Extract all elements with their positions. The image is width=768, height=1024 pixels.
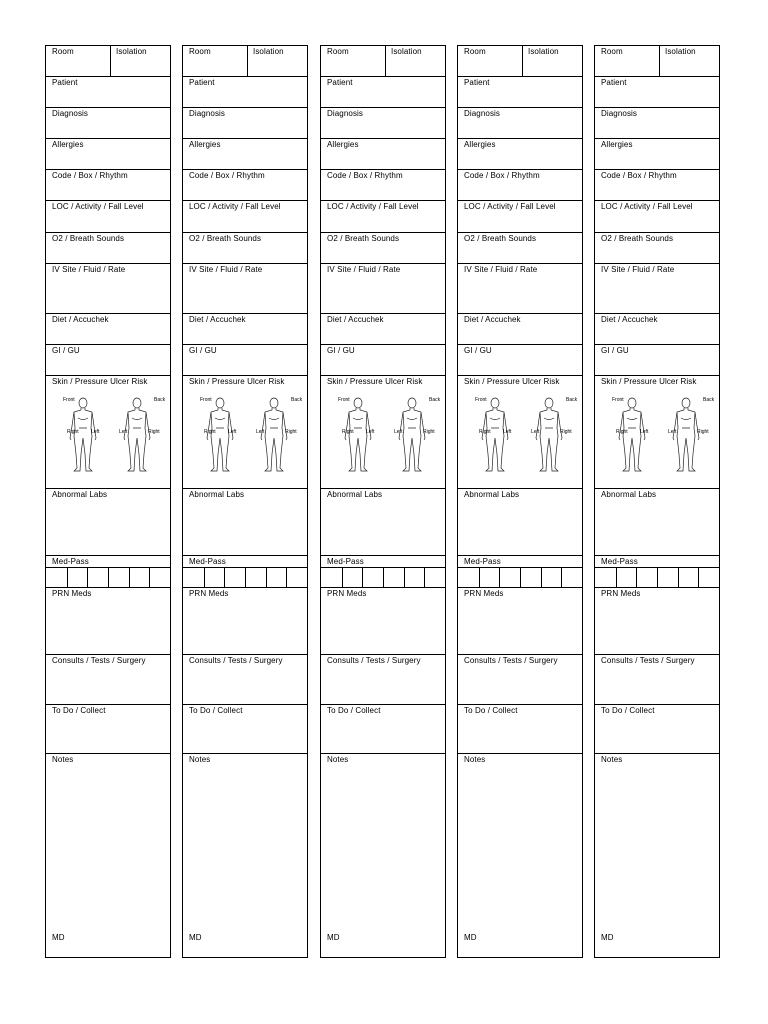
isolation-divider <box>247 46 248 76</box>
o2-field[interactable] <box>46 233 170 264</box>
todo-field[interactable] <box>46 705 170 754</box>
med-pass-slot[interactable] <box>108 568 129 587</box>
med-pass-boxes[interactable] <box>595 568 719 588</box>
med-pass-slot[interactable] <box>458 568 479 587</box>
room-field[interactable] <box>458 46 582 77</box>
loc-field[interactable] <box>321 201 445 233</box>
med-pass-slot[interactable] <box>698 568 719 587</box>
todo-field[interactable] <box>183 705 307 754</box>
diagnosis-field[interactable] <box>595 108 719 139</box>
prn-label: PRN Meds <box>601 589 641 598</box>
diagnosis-field[interactable] <box>321 108 445 139</box>
md-label: MD <box>52 933 65 942</box>
body-diagram <box>465 390 577 474</box>
medpass-label: Med-Pass <box>464 557 501 566</box>
right-label-front: Right <box>616 429 628 435</box>
prn-field[interactable] <box>183 588 307 655</box>
room-label: Room <box>52 47 74 56</box>
prn-label: PRN Meds <box>327 589 367 598</box>
iv-label: IV Site / Fluid / Rate <box>327 265 401 274</box>
notes-field[interactable] <box>46 754 170 957</box>
medpass-label: Med-Pass <box>327 557 364 566</box>
body-back-figure <box>399 398 425 471</box>
code-label: Code / Box / Rhythm <box>52 171 128 180</box>
left-label-back: Left <box>531 429 540 435</box>
diagnosis-label: Diagnosis <box>464 109 501 118</box>
med-pass-slot[interactable] <box>342 568 363 587</box>
med-pass-slot[interactable] <box>404 568 425 587</box>
isolation-label: Isolation <box>116 47 147 56</box>
todo-label: To Do / Collect <box>52 706 106 715</box>
code-label: Code / Box / Rhythm <box>189 171 265 180</box>
o2-field[interactable] <box>183 233 307 264</box>
isolation-divider <box>385 46 386 76</box>
med-pass-slot[interactable] <box>149 568 170 587</box>
loc-field[interactable] <box>595 201 719 233</box>
patient-field[interactable] <box>595 77 719 108</box>
o2-label: O2 / Breath Sounds <box>327 234 400 243</box>
notes-label: Notes <box>464 755 486 764</box>
right-label-back: Right <box>285 429 297 435</box>
med-pass-slot[interactable] <box>479 568 500 587</box>
med-pass-slot[interactable] <box>383 568 404 587</box>
loc-label: LOC / Activity / Fall Level <box>327 202 419 211</box>
diagnosis-field[interactable] <box>46 108 170 139</box>
body-diagram <box>328 390 440 474</box>
body-back-figure <box>673 398 699 471</box>
diet-field[interactable] <box>46 314 170 345</box>
allergies-label: Allergies <box>189 140 221 149</box>
diagnosis-label: Diagnosis <box>189 109 226 118</box>
labs-label: Abnormal Labs <box>464 490 520 499</box>
patient-label: Patient <box>327 78 353 87</box>
med-pass-slot[interactable] <box>595 568 616 587</box>
med-pass-slot[interactable] <box>678 568 699 587</box>
med-pass-slot[interactable] <box>87 568 108 587</box>
iv-field[interactable] <box>46 264 170 314</box>
gigu-label: GI / GU <box>464 346 492 355</box>
med-pass-slot[interactable] <box>67 568 88 587</box>
notes-field[interactable] <box>183 754 307 957</box>
right-label-front: Right <box>479 429 491 435</box>
med-pass-boxes[interactable] <box>458 568 582 588</box>
allergies-field[interactable] <box>458 139 582 170</box>
notes-label: Notes <box>601 755 623 764</box>
allergies-field[interactable] <box>183 139 307 170</box>
med-pass-slot[interactable] <box>561 568 582 587</box>
o2-label: O2 / Breath Sounds <box>601 234 674 243</box>
patient-column-3 <box>320 45 446 958</box>
diet-field[interactable] <box>183 314 307 345</box>
diet-field[interactable] <box>595 314 719 345</box>
med-pass-slot[interactable] <box>657 568 678 587</box>
prn-field[interactable] <box>321 588 445 655</box>
diet-label: Diet / Accuchek <box>189 315 246 324</box>
loc-field[interactable] <box>183 201 307 233</box>
patient-label: Patient <box>601 78 627 87</box>
back-label: Back <box>154 397 165 403</box>
gigu-label: GI / GU <box>189 346 217 355</box>
medpass-label: Med-Pass <box>189 557 226 566</box>
diagnosis-field[interactable] <box>183 108 307 139</box>
skin-label: Skin / Pressure Ulcer Risk <box>464 377 560 386</box>
patient-column-5 <box>594 45 720 958</box>
skin-label: Skin / Pressure Ulcer Risk <box>327 377 423 386</box>
loc-field[interactable] <box>458 201 582 233</box>
labs-label: Abnormal Labs <box>189 490 245 499</box>
consults-label: Consults / Tests / Surgery <box>464 656 558 665</box>
med-pass-slot[interactable] <box>520 568 541 587</box>
allergies-label: Allergies <box>601 140 633 149</box>
front-label: Front <box>63 397 75 403</box>
front-label: Front <box>475 397 487 403</box>
gigu-label: GI / GU <box>601 346 629 355</box>
med-pass-slot[interactable] <box>286 568 307 587</box>
todo-field[interactable] <box>321 705 445 754</box>
prn-label: PRN Meds <box>189 589 229 598</box>
gigu-field[interactable] <box>321 345 445 376</box>
gigu-field[interactable] <box>458 345 582 376</box>
left-label-front: Left <box>640 429 649 435</box>
labs-field[interactable] <box>46 489 170 556</box>
patient-label: Patient <box>189 78 215 87</box>
diagnosis-label: Diagnosis <box>327 109 364 118</box>
labs-field[interactable] <box>595 489 719 556</box>
med-pass-slot[interactable] <box>266 568 287 587</box>
med-pass-slot[interactable] <box>321 568 342 587</box>
diagnosis-field[interactable] <box>458 108 582 139</box>
notes-field[interactable] <box>595 754 719 957</box>
med-pass-slot[interactable] <box>46 568 67 587</box>
loc-label: LOC / Activity / Fall Level <box>189 202 281 211</box>
medpass-field[interactable] <box>595 556 719 568</box>
med-pass-slot[interactable] <box>245 568 266 587</box>
med-pass-slot[interactable] <box>541 568 562 587</box>
md-label: MD <box>189 933 202 942</box>
left-label-back: Left <box>394 429 403 435</box>
med-pass-slot[interactable] <box>362 568 383 587</box>
gigu-field[interactable] <box>595 345 719 376</box>
left-label-back: Left <box>256 429 265 435</box>
patient-field[interactable] <box>458 77 582 108</box>
front-label: Front <box>338 397 350 403</box>
medpass-field[interactable] <box>46 556 170 568</box>
o2-field[interactable] <box>595 233 719 264</box>
allergies-field[interactable] <box>321 139 445 170</box>
gigu-field[interactable] <box>183 345 307 376</box>
med-pass-slot[interactable] <box>616 568 637 587</box>
med-pass-slot[interactable] <box>224 568 245 587</box>
iv-label: IV Site / Fluid / Rate <box>464 265 538 274</box>
room-label: Room <box>189 47 211 56</box>
right-label-front: Right <box>204 429 216 435</box>
labs-field[interactable] <box>321 489 445 556</box>
allergies-field[interactable] <box>46 139 170 170</box>
right-label-front: Right <box>342 429 354 435</box>
iv-field[interactable] <box>595 264 719 314</box>
allergies-field[interactable] <box>595 139 719 170</box>
o2-field[interactable] <box>458 233 582 264</box>
o2-field[interactable] <box>321 233 445 264</box>
notes-label: Notes <box>52 755 74 764</box>
code-label: Code / Box / Rhythm <box>464 171 540 180</box>
allergies-label: Allergies <box>327 140 359 149</box>
right-label-back: Right <box>560 429 572 435</box>
med-pass-slot[interactable] <box>129 568 150 587</box>
skin-label: Skin / Pressure Ulcer Risk <box>189 377 285 386</box>
iv-field[interactable] <box>183 264 307 314</box>
diet-field[interactable] <box>458 314 582 345</box>
loc-label: LOC / Activity / Fall Level <box>464 202 556 211</box>
labs-field[interactable] <box>183 489 307 556</box>
loc-label: LOC / Activity / Fall Level <box>601 202 693 211</box>
left-label-front: Left <box>503 429 512 435</box>
patient-column-4 <box>457 45 583 958</box>
medpass-field[interactable] <box>458 556 582 568</box>
allergies-label: Allergies <box>464 140 496 149</box>
labs-label: Abnormal Labs <box>327 490 383 499</box>
todo-label: To Do / Collect <box>464 706 518 715</box>
med-pass-slot[interactable] <box>499 568 520 587</box>
todo-label: To Do / Collect <box>601 706 655 715</box>
labs-label: Abnormal Labs <box>601 490 657 499</box>
diet-label: Diet / Accuchek <box>601 315 658 324</box>
medpass-label: Med-Pass <box>601 557 638 566</box>
med-pass-slot[interactable] <box>424 568 445 587</box>
notes-label: Notes <box>327 755 349 764</box>
med-pass-slot[interactable] <box>183 568 204 587</box>
prn-field[interactable] <box>46 588 170 655</box>
loc-label: LOC / Activity / Fall Level <box>52 202 144 211</box>
iv-label: IV Site / Fluid / Rate <box>601 265 675 274</box>
diet-label: Diet / Accuchek <box>464 315 521 324</box>
back-label: Back <box>703 397 714 403</box>
consults-field[interactable] <box>183 655 307 705</box>
iv-label: IV Site / Fluid / Rate <box>52 265 126 274</box>
code-label: Code / Box / Rhythm <box>601 171 677 180</box>
code-field[interactable] <box>595 170 719 201</box>
labs-label: Abnormal Labs <box>52 490 108 499</box>
o2-label: O2 / Breath Sounds <box>189 234 262 243</box>
medpass-field[interactable] <box>183 556 307 568</box>
md-label: MD <box>327 933 340 942</box>
notes-field[interactable] <box>321 754 445 957</box>
consults-field[interactable] <box>46 655 170 705</box>
iv-label: IV Site / Fluid / Rate <box>189 265 263 274</box>
room-field[interactable] <box>595 46 719 77</box>
todo-field[interactable] <box>458 705 582 754</box>
skin-label: Skin / Pressure Ulcer Risk <box>601 377 697 386</box>
consults-field[interactable] <box>595 655 719 705</box>
iv-field[interactable] <box>458 264 582 314</box>
diet-field[interactable] <box>321 314 445 345</box>
notes-field[interactable] <box>458 754 582 957</box>
prn-field[interactable] <box>595 588 719 655</box>
isolation-label: Isolation <box>391 47 422 56</box>
isolation-label: Isolation <box>528 47 559 56</box>
patient-label: Patient <box>464 78 490 87</box>
patient-label: Patient <box>52 78 78 87</box>
code-field[interactable] <box>46 170 170 201</box>
body-diagram <box>53 390 165 474</box>
diagnosis-label: Diagnosis <box>601 109 638 118</box>
med-pass-boxes[interactable] <box>321 568 445 588</box>
room-label: Room <box>464 47 486 56</box>
o2-label: O2 / Breath Sounds <box>464 234 537 243</box>
left-label-back: Left <box>119 429 128 435</box>
room-label: Room <box>601 47 623 56</box>
patient-column-2 <box>182 45 308 958</box>
right-label-front: Right <box>67 429 79 435</box>
left-label-front: Left <box>91 429 100 435</box>
skin-field[interactable] <box>595 376 719 489</box>
gigu-field[interactable] <box>46 345 170 376</box>
room-label: Room <box>327 47 349 56</box>
code-field[interactable] <box>321 170 445 201</box>
todo-field[interactable] <box>595 705 719 754</box>
right-label-back: Right <box>148 429 160 435</box>
consults-label: Consults / Tests / Surgery <box>601 656 695 665</box>
med-pass-boxes[interactable] <box>183 568 307 588</box>
body-back-figure <box>536 398 562 471</box>
patient-field[interactable] <box>46 77 170 108</box>
patient-field[interactable] <box>321 77 445 108</box>
isolation-label: Isolation <box>665 47 696 56</box>
md-label: MD <box>464 933 477 942</box>
front-label: Front <box>612 397 624 403</box>
prn-label: PRN Meds <box>464 589 504 598</box>
notes-label: Notes <box>189 755 211 764</box>
todo-label: To Do / Collect <box>327 706 381 715</box>
med-pass-slot[interactable] <box>204 568 225 587</box>
medpass-field[interactable] <box>321 556 445 568</box>
gigu-label: GI / GU <box>52 346 80 355</box>
isolation-label: Isolation <box>253 47 284 56</box>
patient-field[interactable] <box>183 77 307 108</box>
skin-label: Skin / Pressure Ulcer Risk <box>52 377 148 386</box>
front-label: Front <box>200 397 212 403</box>
o2-label: O2 / Breath Sounds <box>52 234 125 243</box>
room-field[interactable] <box>46 46 170 77</box>
left-label-front: Left <box>366 429 375 435</box>
todo-label: To Do / Collect <box>189 706 243 715</box>
right-label-back: Right <box>697 429 709 435</box>
prn-field[interactable] <box>458 588 582 655</box>
code-field[interactable] <box>458 170 582 201</box>
loc-field[interactable] <box>46 201 170 233</box>
isolation-divider <box>110 46 111 76</box>
left-label-front: Left <box>228 429 237 435</box>
consults-label: Consults / Tests / Surgery <box>189 656 283 665</box>
room-field[interactable] <box>183 46 307 77</box>
diet-label: Diet / Accuchek <box>327 315 384 324</box>
room-field[interactable] <box>321 46 445 77</box>
skin-field[interactable] <box>46 376 170 489</box>
prn-label: PRN Meds <box>52 589 92 598</box>
iv-field[interactable] <box>321 264 445 314</box>
medpass-label: Med-Pass <box>52 557 89 566</box>
labs-field[interactable] <box>458 489 582 556</box>
md-label: MD <box>601 933 614 942</box>
diagnosis-label: Diagnosis <box>52 109 89 118</box>
body-diagram <box>190 390 302 474</box>
allergies-label: Allergies <box>52 140 84 149</box>
patient-column-1 <box>45 45 171 958</box>
back-label: Back <box>566 397 577 403</box>
skin-field[interactable] <box>321 376 445 489</box>
med-pass-slot[interactable] <box>636 568 657 587</box>
left-label-back: Left <box>668 429 677 435</box>
code-label: Code / Box / Rhythm <box>327 171 403 180</box>
body-diagram <box>602 390 714 474</box>
back-label: Back <box>291 397 302 403</box>
body-back-figure <box>124 398 150 471</box>
code-field[interactable] <box>183 170 307 201</box>
skin-field[interactable] <box>458 376 582 489</box>
diet-label: Diet / Accuchek <box>52 315 109 324</box>
isolation-divider <box>659 46 660 76</box>
med-pass-boxes[interactable] <box>46 568 170 588</box>
consults-field[interactable] <box>321 655 445 705</box>
right-label-back: Right <box>423 429 435 435</box>
body-back-figure <box>261 398 287 471</box>
gigu-label: GI / GU <box>327 346 355 355</box>
consults-label: Consults / Tests / Surgery <box>327 656 421 665</box>
consults-label: Consults / Tests / Surgery <box>52 656 146 665</box>
isolation-divider <box>522 46 523 76</box>
skin-field[interactable] <box>183 376 307 489</box>
consults-field[interactable] <box>458 655 582 705</box>
back-label: Back <box>429 397 440 403</box>
